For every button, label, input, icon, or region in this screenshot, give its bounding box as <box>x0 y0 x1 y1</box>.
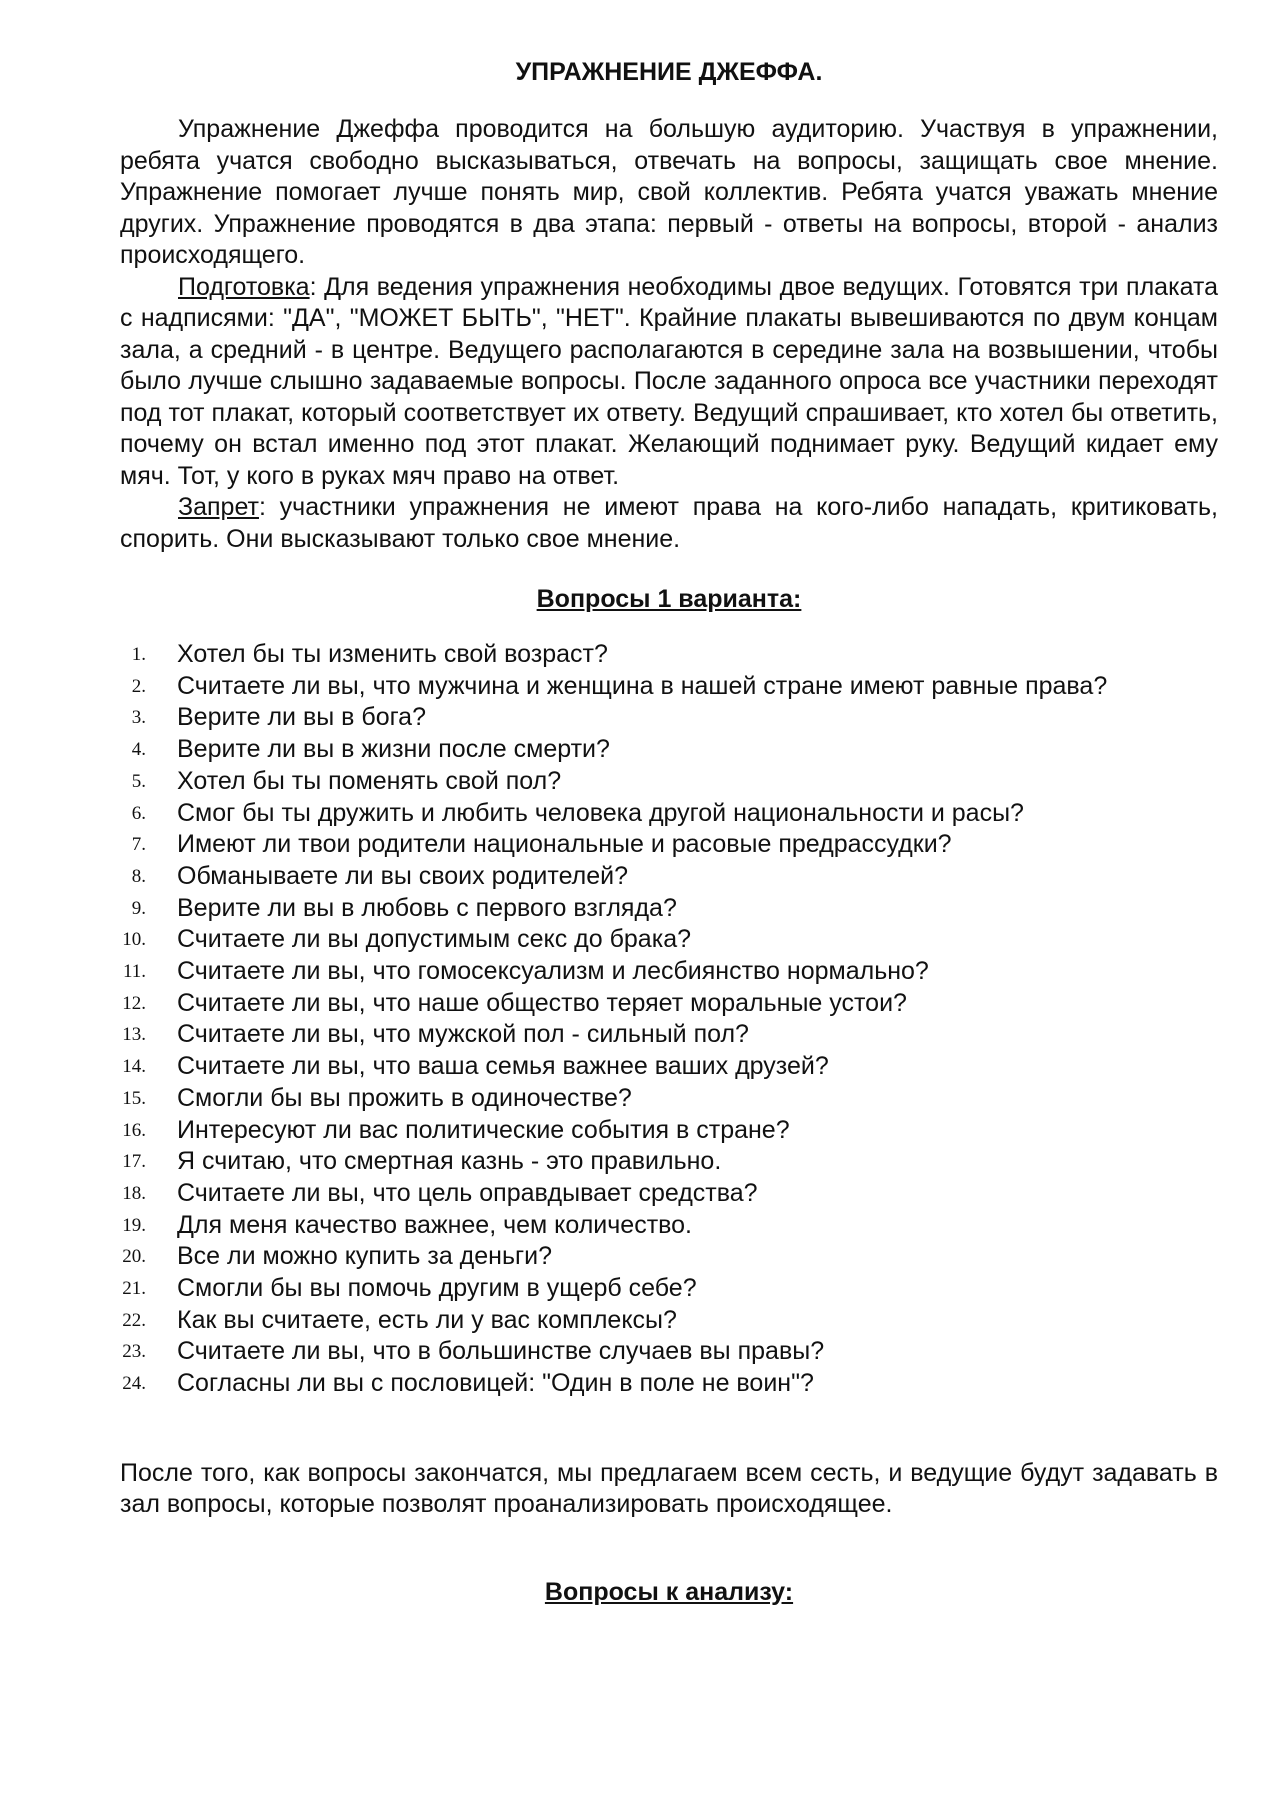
question-text: Хотел бы ты изменить свой возраст? <box>177 640 608 668</box>
question-text: Все ли можно купить за деньги? <box>177 1242 552 1271</box>
question-number: 19. <box>122 1214 146 1236</box>
question-item <box>120 1115 1218 1147</box>
question-text: Имеют ли твои родители национальные и расовые предрассудки? <box>177 830 952 859</box>
question-item <box>120 1019 1218 1051</box>
question-number: 21. <box>122 1278 146 1300</box>
question-text: Считаете ли вы, что ваша семья важнее ваших друзей? <box>177 1052 829 1081</box>
question-number: 18. <box>122 1182 146 1204</box>
question-item <box>120 734 1218 766</box>
ban-text: : участники упражнения не имеют права на кого-либо нападать, критиковать, спорить. Они высказывают только свое мнение. <box>120 493 1218 553</box>
document-page <box>120 56 1218 1608</box>
question-item <box>120 1273 1218 1305</box>
question-text: Смогли бы вы прожить в одиночестве? <box>177 1083 632 1112</box>
question-number: 1. <box>131 644 146 665</box>
question-item <box>120 671 1218 703</box>
question-item <box>120 1083 1218 1115</box>
preparation-text: : Для ведения упражнения необходимы двое ведущих. Готовятся три плаката с надписями: "ДА", "МОЖЕТ БЫТЬ", "НЕТ". Крайние плакаты вывешиваются по двум концам зала, а средний - в центре. Ведущего располагаются в середине зала на возвышении, чтобы было лучше слышно задаваемые вопросы. После заданного опроса все участники переходят под тот плакат, который соответствует их ответу. Ведущий спрашивает, кто хотел бы ответить, почему он встал именно под этот плакат. Желающий поднимает руку. Ведущий кидает ему мяч. Тот, у кого в руках мяч право на ответ. <box>120 272 1218 490</box>
question-item <box>120 861 1218 893</box>
question-text: Считаете ли вы, что гомосексуализм и лесбиянство нормально? <box>177 957 929 986</box>
question-number: 14. <box>122 1056 146 1078</box>
question-number: 4. <box>131 739 146 761</box>
question-item <box>120 1305 1218 1337</box>
question-text: Смогли бы вы помочь другим в ущерб себе? <box>177 1274 697 1303</box>
question-text: Считаете ли вы, что мужчина и женщина в нашей стране имеют равные права? <box>177 671 1108 700</box>
question-item <box>120 893 1218 925</box>
question-item <box>120 1178 1218 1210</box>
question-text: Интересуют ли вас политические события в стране? <box>177 1115 790 1144</box>
analysis-heading: Вопросы к анализу: <box>544 1577 794 1606</box>
question-item <box>120 1051 1218 1083</box>
question-text: Считаете ли вы, что в большинстве случаев вы правы? <box>177 1337 825 1366</box>
question-number: 5. <box>131 770 146 792</box>
ban-label: Запрет <box>178 493 259 521</box>
question-text: Верите ли вы в бога? <box>177 703 426 732</box>
question-number: 23. <box>122 1341 146 1363</box>
question-item <box>120 1336 1218 1368</box>
question-number: 17. <box>122 1151 146 1173</box>
question-number: 11. <box>122 961 146 983</box>
question-number: 6. <box>131 802 146 824</box>
question-number: 9. <box>131 897 146 919</box>
question-number: 22. <box>122 1309 146 1331</box>
question-item <box>120 702 1218 734</box>
question-text: Я считаю, что смертная казнь - это правильно. <box>177 1147 722 1176</box>
question-number: 13. <box>122 1024 146 1046</box>
after-questions-paragraph: После того, как вопросы закончатся, мы предлагаем всем сесть, и ведущие будут задавать в зал вопросы, которые позволят проанализировать происходящее. <box>120 1458 1218 1519</box>
question-text: Обманываете ли вы своих родителей? <box>177 861 629 890</box>
question-number: 24. <box>122 1373 146 1395</box>
question-item <box>120 798 1218 830</box>
question-list <box>120 639 1218 1400</box>
question-item <box>120 1368 1218 1400</box>
questions-heading: Вопросы 1 варианта: <box>536 585 802 613</box>
question-item <box>120 956 1218 988</box>
question-text: Верите ли вы в жизни после смерти? <box>177 735 610 764</box>
preparation-paragraph <box>120 272 1218 493</box>
question-number: 8. <box>131 865 146 887</box>
question-text: Согласны ли вы с пословицей: "Один в поле не воин"? <box>177 1369 814 1398</box>
question-text: Для меня качество важнее, чем количество. <box>177 1210 693 1239</box>
question-text: Считаете ли вы, что цель оправдывает средства? <box>177 1178 758 1207</box>
preparation-label: Подготовка <box>178 272 310 301</box>
question-text: Считаете ли вы, что мужской пол - сильный пол? <box>177 1020 749 1049</box>
question-number: 12. <box>122 992 146 1014</box>
question-number: 20. <box>122 1246 146 1268</box>
question-text: Считаете ли вы допустимым секс до брака? <box>177 925 692 954</box>
question-number: 15. <box>122 1087 146 1109</box>
question-text: Смог бы ты дружить и любить человека другой национальности и расы? <box>177 798 1024 827</box>
question-item <box>120 1241 1218 1273</box>
question-item <box>120 829 1218 861</box>
question-number: 3. <box>131 707 146 729</box>
question-item <box>120 924 1218 956</box>
question-item <box>120 1146 1218 1178</box>
question-item <box>120 988 1218 1020</box>
question-text: Считаете ли вы, что наше общество теряет моральные устои? <box>177 988 907 1017</box>
question-text: Как вы считаете, есть ли у вас комплексы? <box>177 1305 677 1334</box>
question-number: 10. <box>122 929 146 951</box>
question-number: 2. <box>131 675 146 697</box>
question-text: Верите ли вы в любовь с первого взгляда? <box>177 893 677 922</box>
question-number: 16. <box>122 1119 146 1141</box>
question-text: Хотел бы ты поменять свой пол? <box>177 766 562 795</box>
question-item <box>120 1210 1218 1242</box>
question-number: 7. <box>131 834 146 856</box>
question-item <box>120 639 1218 671</box>
question-item <box>120 766 1218 798</box>
document-title: УПРАЖНЕНИЕ ДЖЕФФА. <box>515 58 823 86</box>
intro-paragraph: Упражнение Джеффа проводится на большую аудиторию. Участвуя в упражнении, ребята учатся свободно высказываться, отвечать на вопросы, защищать свое мнение. Упражнение помогает лучше понять мир, свой коллектив. Ребята учатся уважать мнение других. Упражнение проводятся в два этапа: первый - ответы на вопросы, второй - анализ происходящего. <box>120 115 1218 269</box>
ban-paragraph <box>120 492 1218 555</box>
